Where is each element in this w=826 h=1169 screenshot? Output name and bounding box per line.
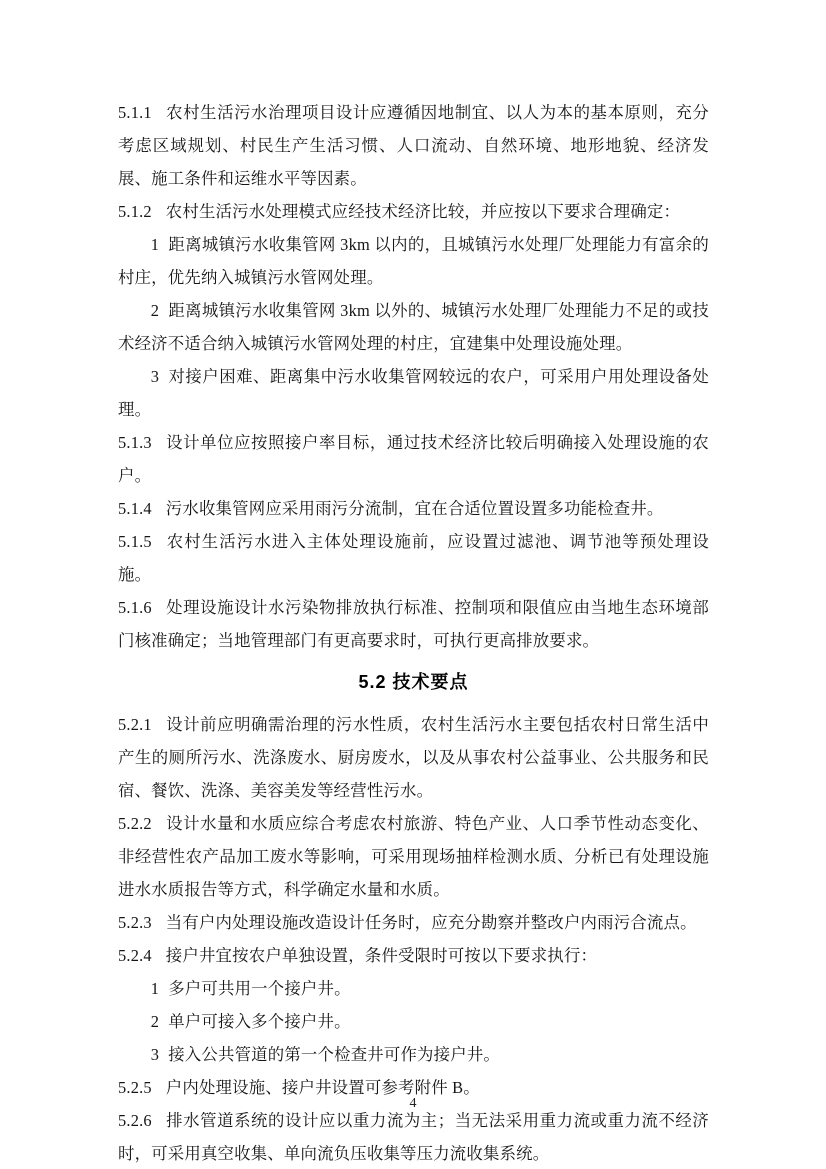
clause-text: 当有户内处理设施改造设计任务时，应充分勘察并整改户内雨污合流点。: [165, 913, 697, 932]
section-heading-5-2: 5.2 技术要点: [358, 672, 469, 692]
item-number: 3: [150, 367, 160, 386]
item-number: 3: [150, 1045, 160, 1064]
clause-5-1-6: [118, 591, 709, 657]
clause-number: 5.2.4: [118, 946, 152, 965]
item-number: 2: [150, 301, 160, 320]
clause-5-2-6: [118, 1104, 709, 1169]
item-number: 1: [150, 235, 160, 254]
clause-text: 接户井宜按农户单独设置，条件受限时可按以下要求执行：: [165, 946, 598, 965]
clause-text: 设计前应明确需治理的污水性质，农村生活污水主要包括农村日常生活中产生的厕所污水、洗涤废水、厨房废水，以及从事农村公益事业、公共服务和民宿、餐饮、洗涤、美容美发等经营性污水。: [118, 715, 709, 800]
subitem-5-1-2-1: [118, 228, 709, 294]
clause-number: 5.2.6: [118, 1111, 152, 1130]
clause-5-2-3: [118, 906, 709, 939]
item-text: 对接户困难、距离集中污水收集管网较远的农户，可采用户用处理设备处理。: [118, 367, 709, 419]
clause-5-1-5: [118, 525, 709, 591]
clause-5-1-4: [118, 492, 709, 525]
clause-number: 5.1.6: [118, 598, 152, 617]
clause-5-1-1: [118, 96, 709, 195]
clause-5-2-1: [118, 708, 709, 807]
clause-number: 5.1.4: [118, 499, 152, 518]
clause-text: 污水收集管网应采用雨污分流制，宜在合适位置设置多功能检查井。: [165, 499, 664, 518]
clause-number: 5.1.2: [118, 202, 152, 221]
subitem-5-2-4-2: [118, 1005, 709, 1038]
page-body: [118, 96, 709, 1169]
clause-text: 设计单位应按照接户率目标，通过技术经济比较后明确接入处理设施的农户。: [118, 433, 709, 485]
item-text: 距离城镇污水收集管网 3km 以外的、城镇污水处理厂处理能力不足的或技术经济不适合纳入城镇污水管网处理的村庄，宜建集中处理设施处理。: [118, 301, 709, 353]
clause-text: 处理设施设计水污染物排放执行标准、控制项和限值应由当地生态环境部门核准确定；当地管理部门有更高要求时，可执行更高排放要求。: [118, 598, 709, 650]
clause-number: 5.2.5: [118, 1078, 152, 1097]
clause-5-1-2: [118, 195, 709, 228]
clause-number: 5.1.3: [118, 433, 152, 452]
item-text: 单户可接入多个接户井。: [168, 1012, 351, 1031]
clause-text: 户内处理设施、接户井设置可参考附件 B。: [165, 1078, 480, 1097]
clause-5-2-4: [118, 939, 709, 972]
item-text: 多户可共用一个接户井。: [168, 979, 351, 998]
clause-5-2-2: [118, 807, 709, 906]
page-number: 4: [409, 1096, 417, 1111]
clause-number: 5.2.2: [118, 814, 152, 833]
clause-5-1-3: [118, 426, 709, 492]
item-number: 2: [150, 1012, 160, 1031]
subitem-5-2-4-3: [118, 1038, 709, 1071]
subitem-5-1-2-3: [118, 360, 709, 426]
clause-number: 5.1.1: [118, 103, 152, 122]
clause-number: 5.2.1: [118, 715, 152, 734]
item-text: 距离城镇污水收集管网 3km 以内的，且城镇污水处理厂处理能力有富余的村庄，优先纳入城镇污水管网处理。: [118, 235, 709, 287]
clause-number: 5.1.5: [118, 532, 152, 551]
clause-text: 设计水量和水质应综合考虑农村旅游、特色产业、人口季节性动态变化、非经营性农产品加工废水等影响，可采用现场抽样检测水质、分析已有处理设施进水水质报告等方式，科学确定水量和水质。: [118, 814, 709, 899]
clause-text: 农村生活污水处理模式应经技术经济比较，并应按以下要求合理确定：: [165, 202, 681, 221]
item-number: 1: [150, 979, 160, 998]
clause-text: 排水管道系统的设计应以重力流为主；当无法采用重力流或重力流不经济时，可采用真空收集、单向流负压收集等压力流收集系统。: [118, 1111, 709, 1163]
clause-text: 农村生活污水进入主体处理设施前，应设置过滤池、调节池等预处理设施。: [118, 532, 709, 584]
clause-text: 农村生活污水治理项目设计应遵循因地制宜、以人为本的基本原则，充分考虑区域规划、村民生产生活习惯、人口流动、自然环境、地形地貌、经济发展、施工条件和运维水平等因素。: [118, 103, 709, 188]
subitem-5-1-2-2: [118, 294, 709, 360]
item-text: 接入公共管道的第一个检查井可作为接户井。: [168, 1045, 501, 1064]
clause-number: 5.2.3: [118, 913, 152, 932]
subitem-5-2-4-1: [118, 972, 709, 1005]
